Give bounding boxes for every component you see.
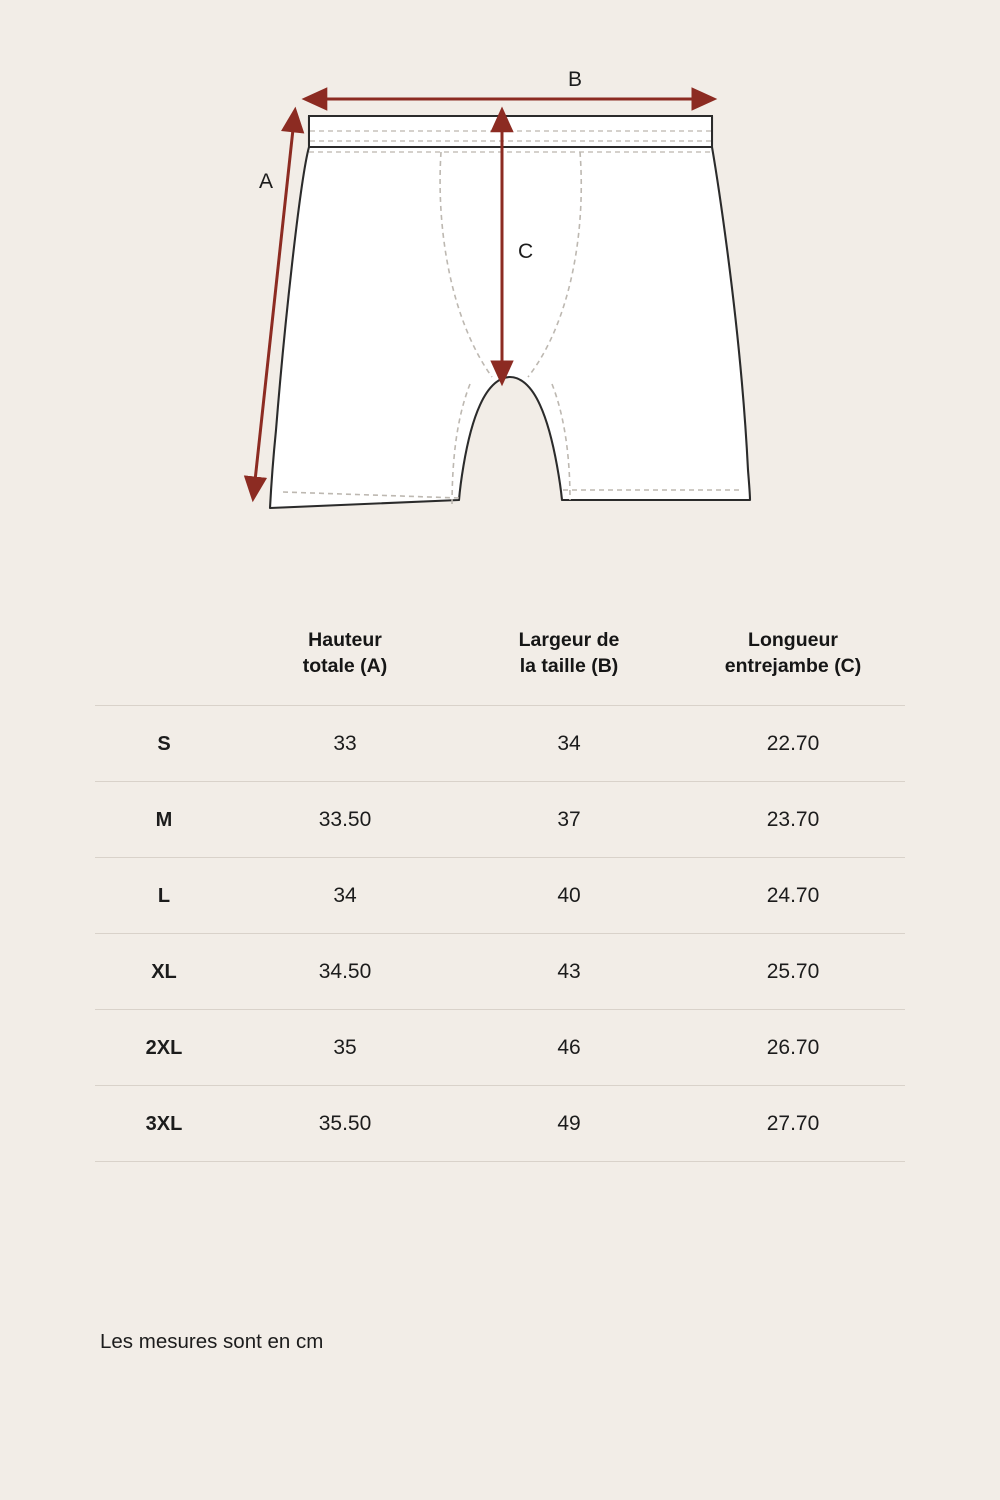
- table-row: [95, 782, 905, 858]
- table-row: [95, 706, 905, 782]
- cell-size: M: [95, 782, 233, 858]
- units-footnote: Les mesures sont en cm: [100, 1330, 324, 1353]
- cell-inseam: 26.70: [681, 1010, 905, 1086]
- header-inseam-line1: Longueur: [748, 629, 838, 651]
- cell-waist: 49: [457, 1086, 681, 1162]
- cell-size: S: [95, 706, 233, 782]
- cell-height: 33.50: [233, 782, 457, 858]
- header-size: [95, 622, 233, 706]
- cell-waist: 37: [457, 782, 681, 858]
- cell-inseam: 25.70: [681, 934, 905, 1010]
- size-table-head: [95, 622, 905, 706]
- header-waist: [457, 622, 681, 706]
- header-height-line1: Hauteur: [308, 629, 382, 651]
- cell-waist: 43: [457, 934, 681, 1010]
- table-row: [95, 934, 905, 1010]
- table-row: [95, 1010, 905, 1086]
- garment-outline: [270, 116, 750, 508]
- dimension-label-c: C: [518, 240, 534, 263]
- cell-height: 34: [233, 858, 457, 934]
- table-header-row: [95, 622, 905, 706]
- cell-inseam: 22.70: [681, 706, 905, 782]
- header-inseam: [681, 622, 905, 706]
- table-row: [95, 1086, 905, 1162]
- cell-size: 3XL: [95, 1086, 233, 1162]
- cell-inseam: 24.70: [681, 858, 905, 934]
- cell-inseam: 27.70: [681, 1086, 905, 1162]
- cell-size: L: [95, 858, 233, 934]
- header-waist-line2: la taille (B): [519, 654, 619, 677]
- cell-inseam: 23.70: [681, 782, 905, 858]
- cell-height: 34.50: [233, 934, 457, 1010]
- cell-height: 35: [233, 1010, 457, 1086]
- size-table: [95, 622, 905, 1162]
- garment-diagram: [0, 0, 1000, 600]
- header-height-line2: totale (A): [302, 654, 388, 677]
- cell-waist: 34: [457, 706, 681, 782]
- size-table-wrapper: [95, 622, 905, 1162]
- cell-height: 33: [233, 706, 457, 782]
- dimension-label-a: A: [259, 170, 274, 193]
- header-waist-line1: Largeur de: [518, 629, 620, 651]
- table-row: [95, 858, 905, 934]
- header-inseam-line2: entrejambe (C): [724, 654, 862, 677]
- cell-size: XL: [95, 934, 233, 1010]
- header-height: [233, 622, 457, 706]
- size-table-body: [95, 706, 905, 1162]
- cell-waist: 46: [457, 1010, 681, 1086]
- cell-height: 35.50: [233, 1086, 457, 1162]
- cell-size: 2XL: [95, 1010, 233, 1086]
- dimension-label-b: B: [568, 68, 583, 91]
- garment-svg: [0, 0, 1000, 600]
- cell-waist: 40: [457, 858, 681, 934]
